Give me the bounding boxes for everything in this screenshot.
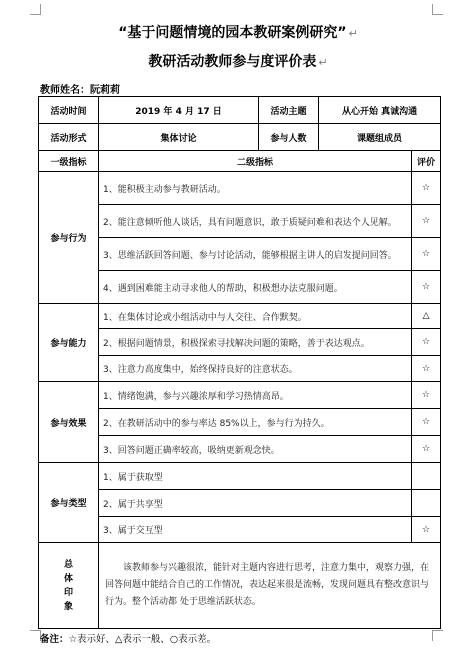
rating-cell	[412, 463, 441, 490]
activity-time-value: 2019 年 4 月 17 日	[99, 97, 259, 124]
indicator-item: 1、能积极主动参与教研活动。	[99, 172, 412, 205]
note-text: ☆表示好、△表示一般、○表示差。	[68, 634, 217, 645]
table-row	[39, 356, 441, 382]
indicator-item: 4、遇到困难能主动寻求他人的帮助，积极想办法克服问题。	[99, 271, 412, 304]
document-title: “基于问题情境的园本教研案例研究” ↵	[118, 25, 358, 41]
indicator-item: 1、属于获取型	[99, 463, 412, 490]
note-label: 备注：	[40, 634, 69, 645]
table-row	[39, 463, 441, 490]
info-row	[39, 97, 441, 124]
activity-time-label: 活动时间	[39, 97, 99, 124]
indicator-group-name: 参与能力	[39, 304, 99, 382]
summary-text: 该教师参与兴趣很浓，能针对主题内容进行思考，注意力集中，观察力强，在回答问题中能结合自己的工作情况，表达起来很是流畅，发现问题具有整改意识与行为。整个活动都 处于思维活跃状态。	[99, 543, 441, 629]
table-row	[39, 271, 441, 304]
activity-theme-label: 活动主题	[259, 97, 319, 124]
table-row	[39, 409, 441, 436]
teacher-name-label: 教师姓名：	[40, 85, 90, 96]
table-row	[39, 382, 441, 409]
table-row	[39, 517, 441, 543]
page-corner-mark	[30, 4, 41, 15]
rating-cell: ☆	[412, 238, 441, 271]
indicator-item: 2、属于共享型	[99, 490, 412, 517]
rating-cell: ☆	[412, 436, 441, 463]
rating-cell	[412, 490, 441, 517]
header-row	[39, 151, 441, 172]
table-row	[39, 304, 441, 329]
participants-value: 课题组成员	[319, 124, 441, 151]
summary-label-char: 体	[63, 573, 73, 584]
indicator-item: 3、属于交互型	[99, 517, 412, 543]
level1-header: 一级指标	[39, 151, 99, 172]
indicator-item: 1、情绪饱满，参与兴趣浓厚和学习热情高昂。	[99, 382, 412, 409]
table-row	[39, 238, 441, 271]
page-corner-mark	[432, 630, 443, 641]
rating-cell: ☆	[412, 382, 441, 409]
document-subtitle: 教研活动教师参与度评价表 ↵	[148, 54, 328, 70]
indicator-item: 2、在教研活动中的参与率达 85%以上，参与行为持久。	[99, 409, 412, 436]
indicator-item: 2、根据问题情景，积极探索寻找解决问题的策略，善于表达观点。	[99, 329, 412, 356]
rating-cell: ☆	[412, 517, 441, 543]
teacher-name-value: 阮莉莉	[90, 85, 120, 96]
info-row	[39, 124, 441, 151]
page-corner-mark	[432, 4, 443, 15]
rating-cell: ☆	[412, 356, 441, 382]
indicator-group-name: 参与效果	[39, 382, 99, 463]
indicator-item: 3、思维活跃回答问题、参与讨论活动，能够根据主讲人的启发提问回答。	[99, 238, 412, 271]
summary-label-char: 印	[63, 587, 73, 598]
activity-form-value: 集体讨论	[99, 124, 259, 151]
rating-cell: △	[412, 304, 441, 329]
indicator-item: 2、能注意倾听他人谈话，具有问题意识，敢于质疑问难和表达个人见解。	[99, 205, 412, 238]
indicator-item: 3、注意力高度集中，始终保持良好的注意状态。	[99, 356, 412, 382]
summary-row	[39, 543, 441, 629]
teacher-name-line	[40, 81, 120, 96]
evaluation-table	[38, 96, 441, 629]
indicator-group-name: 参与类型	[39, 463, 99, 543]
rating-cell: ☆	[412, 205, 441, 238]
table-row	[39, 205, 441, 238]
rating-cell: ☆	[412, 172, 441, 205]
indicator-group-name: 参与行为	[39, 172, 99, 304]
table-row	[39, 172, 441, 205]
summary-label-char: 象	[63, 601, 73, 612]
summary-label-char: 总	[63, 559, 73, 570]
rating-cell: ☆	[412, 409, 441, 436]
activity-theme-value: 从心开始 真诚沟通	[319, 97, 441, 124]
activity-form-label: 活动形式	[39, 124, 99, 151]
table-row	[39, 490, 441, 517]
legend-note	[40, 631, 216, 645]
level2-header: 二级指标	[99, 151, 412, 172]
table-row	[39, 329, 441, 356]
rating-header: 评价	[412, 151, 441, 172]
participants-label: 参与人数	[259, 124, 319, 151]
rating-cell: ☆	[412, 271, 441, 304]
indicator-item: 3、回答问题正确率较高，吸纳更新观念快。	[99, 436, 412, 463]
summary-label	[39, 543, 99, 629]
table-row	[39, 436, 441, 463]
indicator-item: 1、在集体讨论或小组活动中与人交往、合作默契。	[99, 304, 412, 329]
rating-cell: ☆	[412, 329, 441, 356]
